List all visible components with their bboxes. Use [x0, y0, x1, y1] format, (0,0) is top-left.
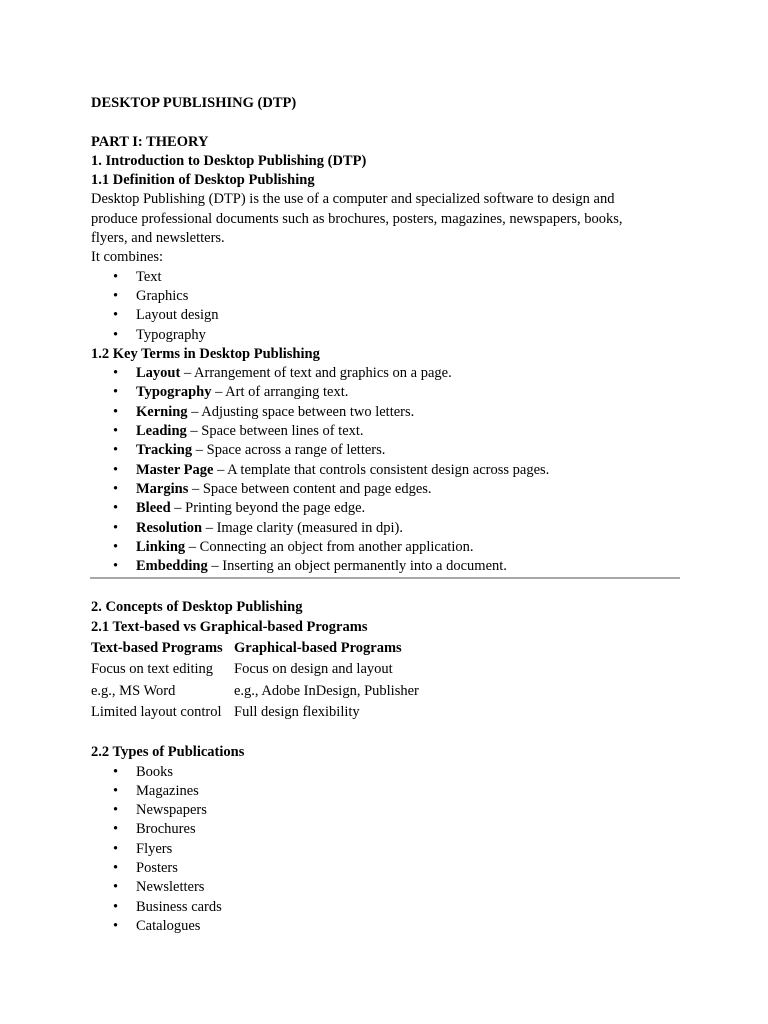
- term-desc: – Connecting an object from another application.: [185, 538, 474, 555]
- list-item: • Business cards: [91, 898, 681, 917]
- list-item: • Magazines: [91, 782, 681, 801]
- section-2-heading: 2. Concepts of Desktop Publishing: [91, 599, 303, 616]
- list-item: • Brochures: [91, 820, 681, 839]
- table-row: [91, 681, 419, 702]
- spacer: [91, 723, 681, 743]
- list-item: • Newsletters: [91, 878, 681, 897]
- table-cell: e.g., MS Word: [91, 682, 176, 699]
- table-header-row: [91, 638, 419, 659]
- document-title: DESKTOP PUBLISHING (DTP): [91, 95, 297, 111]
- term-desc: – Printing beyond the page edge.: [170, 500, 366, 517]
- combines-list: [91, 268, 681, 345]
- section-2-2-heading: 2.2 Types of Publications: [91, 744, 245, 761]
- table-row: [91, 659, 419, 680]
- term: Leading: [136, 423, 187, 440]
- table-cell: Full design flexibility: [234, 703, 360, 720]
- term-desc: – Adjusting space between two letters.: [187, 403, 415, 420]
- key-term-item: [91, 364, 681, 383]
- key-term-item: [91, 480, 681, 499]
- table-cell: Focus on design and layout: [234, 661, 393, 678]
- term: Linking: [136, 538, 186, 555]
- key-term-item: [91, 519, 681, 538]
- table-cell: Limited layout control: [91, 703, 222, 720]
- term: Resolution: [136, 519, 203, 536]
- term-desc: – Space between content and page edges.: [188, 480, 432, 497]
- list-item: • Books: [91, 763, 681, 782]
- key-term-item: [91, 422, 681, 441]
- list-item: • Flyers: [91, 840, 681, 859]
- horizontal-rule: [90, 577, 680, 579]
- term-desc: – A template that controls consistent design across pages.: [213, 461, 550, 478]
- key-term-item: [91, 403, 681, 422]
- key-terms-list: [91, 364, 681, 576]
- key-term-item: [91, 499, 681, 518]
- comparison-table: [91, 638, 419, 723]
- term: Bleed: [136, 500, 171, 517]
- term-desc: – Space between lines of text.: [186, 423, 364, 440]
- key-term-item: [91, 461, 681, 480]
- definition-line: flyers, and newsletters.: [91, 230, 225, 247]
- section-1-1-heading: 1.1 Definition of Desktop Publishing: [91, 172, 315, 189]
- term-desc: – Space across a range of letters.: [192, 442, 386, 459]
- section-1-2-heading: 1.2 Key Terms in Desktop Publishing: [91, 345, 320, 362]
- term: Margins: [136, 480, 189, 497]
- section-2-1-heading: 2.1 Text-based vs Graphical-based Programs: [91, 618, 368, 635]
- term: Embedding: [136, 558, 208, 575]
- spacer: [91, 113, 681, 132]
- term: Kerning: [136, 403, 188, 420]
- list-item: • Typography: [91, 326, 681, 345]
- term-desc: – Arrangement of text and graphics on a page.: [180, 365, 452, 382]
- definition-line: Desktop Publishing (DTP) is the use of a computer and specialized software to design and: [91, 191, 615, 208]
- term: Master Page: [136, 461, 214, 478]
- table-row: [91, 702, 419, 723]
- key-term-item: [91, 383, 681, 402]
- list-item: • Catalogues: [91, 917, 681, 936]
- list-item: • Layout design: [91, 306, 681, 325]
- table-cell: e.g., Adobe InDesign, Publisher: [234, 682, 419, 699]
- table-cell: Focus on text editing: [91, 661, 214, 678]
- list-item: • Graphics: [91, 287, 681, 306]
- document-content: [91, 94, 681, 936]
- part-title: PART I: THEORY: [91, 133, 209, 150]
- table-header-cell: Text-based Programs: [91, 640, 223, 657]
- section-1-heading: 1. Introduction to Desktop Publishing (DTP): [91, 152, 367, 169]
- list-item: • Newspapers: [91, 801, 681, 820]
- term: Typography: [136, 384, 212, 401]
- list-item: • Text: [91, 268, 681, 287]
- table-header-cell: Graphical-based Programs: [234, 640, 402, 657]
- term-desc: – Image clarity (measured in dpi).: [202, 519, 403, 536]
- term-desc: – Inserting an object permanently into a document.: [207, 558, 507, 575]
- term: Tracking: [136, 442, 193, 459]
- term-desc: – Art of arranging text.: [211, 384, 349, 401]
- key-term-item: [91, 538, 681, 557]
- key-term-item: [91, 441, 681, 460]
- publications-list: [91, 763, 681, 937]
- list-item: • Posters: [91, 859, 681, 878]
- definition-line: produce professional documents such as brochures, posters, magazines, newspapers, books,: [91, 210, 623, 227]
- key-term-item: [91, 557, 681, 576]
- term: Layout: [136, 365, 181, 382]
- combines-label: It combines:: [91, 249, 164, 266]
